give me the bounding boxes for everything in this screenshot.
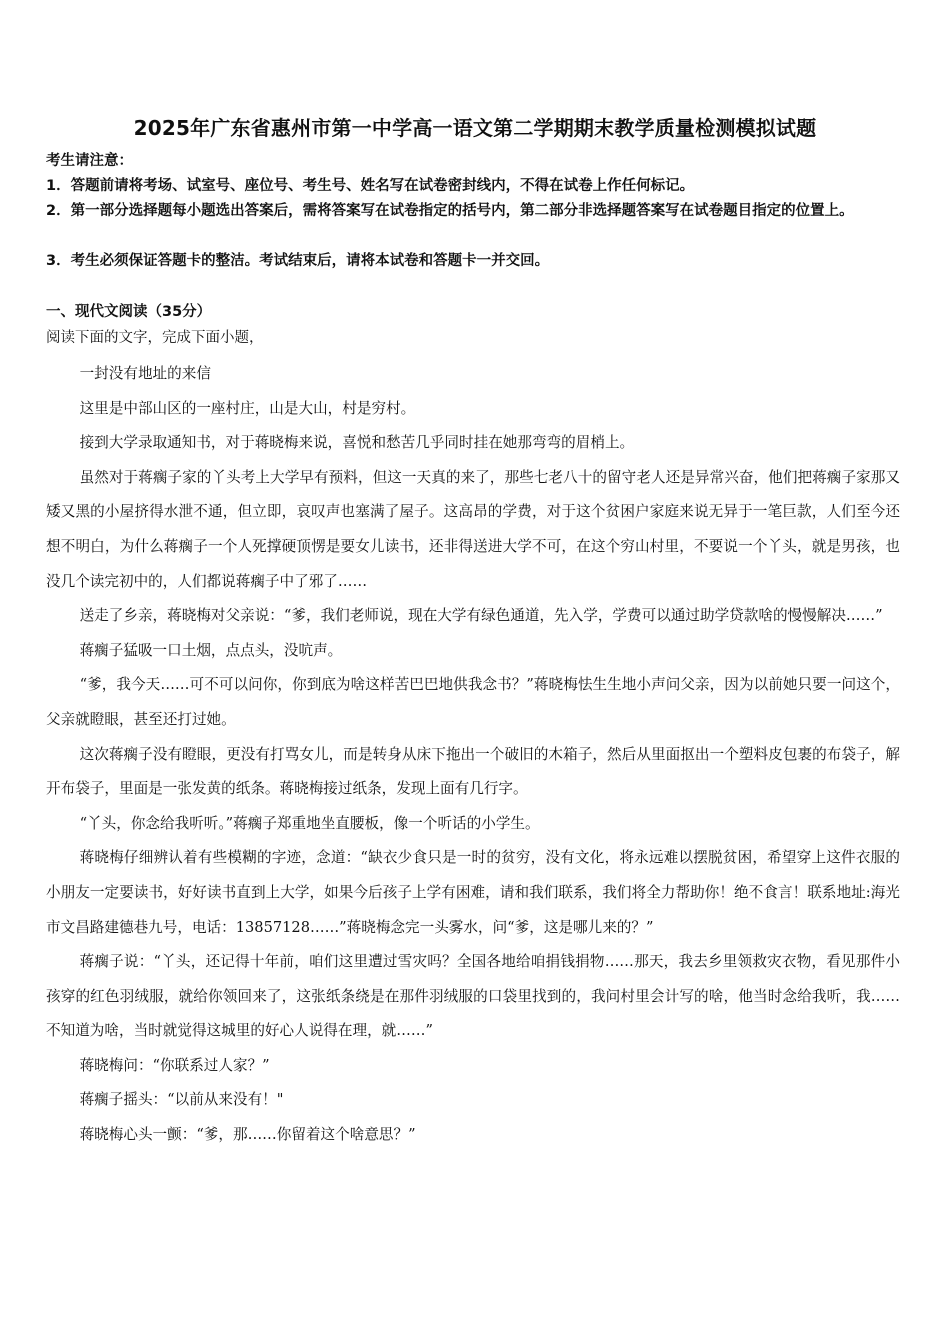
passage-paragraph: 这里是中部山区的一座村庄，山是大山，村是穷村。 — [79, 399, 416, 417]
passage-paragraph: “爹，我今天……可不可以问你，你到底为啥这样苦巴巴地供我念书？”蒋晓梅怯生生地小声问父亲，因为以前她只要一问这个，父亲就瞪眼，甚至还打过她。 — [46, 676, 900, 728]
section-title: 一、现代文阅读（35分） — [46, 304, 212, 320]
notice-item-3: 3．考生必须保证答题卡的整洁。考试结束后，请将本试卷和答题卡一并交回。 — [46, 253, 550, 269]
passage-paragraph: 蒋瘸子猛吸一口土烟，点点头，没吭声。 — [79, 641, 343, 659]
passage-paragraph: 接到大学录取通知书，对于蒋晓梅来说，喜悦和愁苦几乎同时挂在她那弯弯的眉梢上。 — [79, 434, 635, 452]
document-title: 2025年广东省惠州市第一中学高一语文第二学期期末教学质量检测模拟试题 — [133, 116, 817, 140]
passage-paragraph: 这次蒋瘸子没有瞪眼，更没有打骂女儿，而是转身从床下拖出一个破旧的木箱子，然后从里面抠出一个塑料皮包裹的布袋子，解开布袋子，里面是一张发黄的纸条。蒋晓梅接过纸条，发现上面有几行字。 — [46, 745, 900, 798]
passage-paragraph: 蒋瘸子摇头：“以前从来没有！" — [79, 1091, 284, 1109]
passage-paragraph: 蒋晓梅问：“你联系过人家？” — [79, 1056, 270, 1074]
passage — [46, 357, 900, 1153]
passage-title: 一封没有地址的来信 — [79, 365, 211, 382]
section-intro: 阅读下面的文字，完成下面小题， — [46, 330, 264, 346]
notice-item-1: 1．答题前请将考场、试室号、座位号、考生号、姓名写在试卷密封线内，不得在试卷上作任何标记。 — [46, 178, 695, 194]
passage-paragraph: 蒋晓梅仔细辨认着有些模糊的字迹，念道：“缺衣少食只是一时的贫穷，没有文化，将永远难以摆脱贫困，希望穿上这件衣服的小朋友一定要读书，好好读书直到上大学，如果今后孩子上学有困难，请和我们联系，我们将全力帮助你！绝不食言！联系地址:海光市文昌路建德巷九号，电话：13857128……”蒋晓梅念完一头雾水，问“爹，这是哪儿来的？” — [46, 849, 900, 936]
passage-paragraph: 送走了乡亲，蒋晓梅对父亲说：“爹，我们老师说，现在大学有绿色通道，先入学，学费可以通过助学贷款啥的慢慢解决……” — [79, 607, 883, 625]
passage-paragraph: 蒋晓梅心头一颤：“爹，那……你留着这个啥意思？” — [79, 1126, 416, 1144]
passage-paragraph: “丫头，你念给我听听。”蒋瘸子郑重地坐直腰板，像一个听话的小学生。 — [79, 814, 540, 832]
passage-paragraph: 蒋瘸子说：“丫头，还记得十年前，咱们这里遭过雪灾吗？全国各地给咱捐钱捐物……那天，我去乡里领救灾衣物，看见那件小孩穿的红色羽绒服，就给你领回来了，这张纸条绕是在那件羽绒服的口袋里找到的，我问村里会计写的啥，他当时念给我听，我……不知道为啥，当时就觉得这城里的好心人说得在理，就……” — [46, 953, 900, 1040]
passage-paragraph: 虽然对于蒋瘸子家的丫头考上大学早有预料，但这一天真的来了，那些七老八十的留守老人还是异常兴奋，他们把蒋瘸子家那又矮又黑的小屋挤得水泄不通，但立即，哀叹声也塞满了屋子。这高昂的学费，对于这个贫困户家庭来说无异于一笔巨款，人们至今还想不明白，为什么蒋瘸子一个人死撑硬顶愣是要女儿读书，还非得送进大学不可，在这个穷山村里，不要说一个丫头，就是男孩，也没几个读完初中的，人们都说蒋瘸子中了邪了…… — [46, 468, 900, 590]
notice-heading: 考生请注意： — [46, 153, 133, 169]
notice-item-2: 2．第一部分选择题每小题选出答案后，需将答案写在试卷指定的括号内，第二部分非选择题答案写在试卷题目指定的位置上。 — [46, 203, 854, 219]
